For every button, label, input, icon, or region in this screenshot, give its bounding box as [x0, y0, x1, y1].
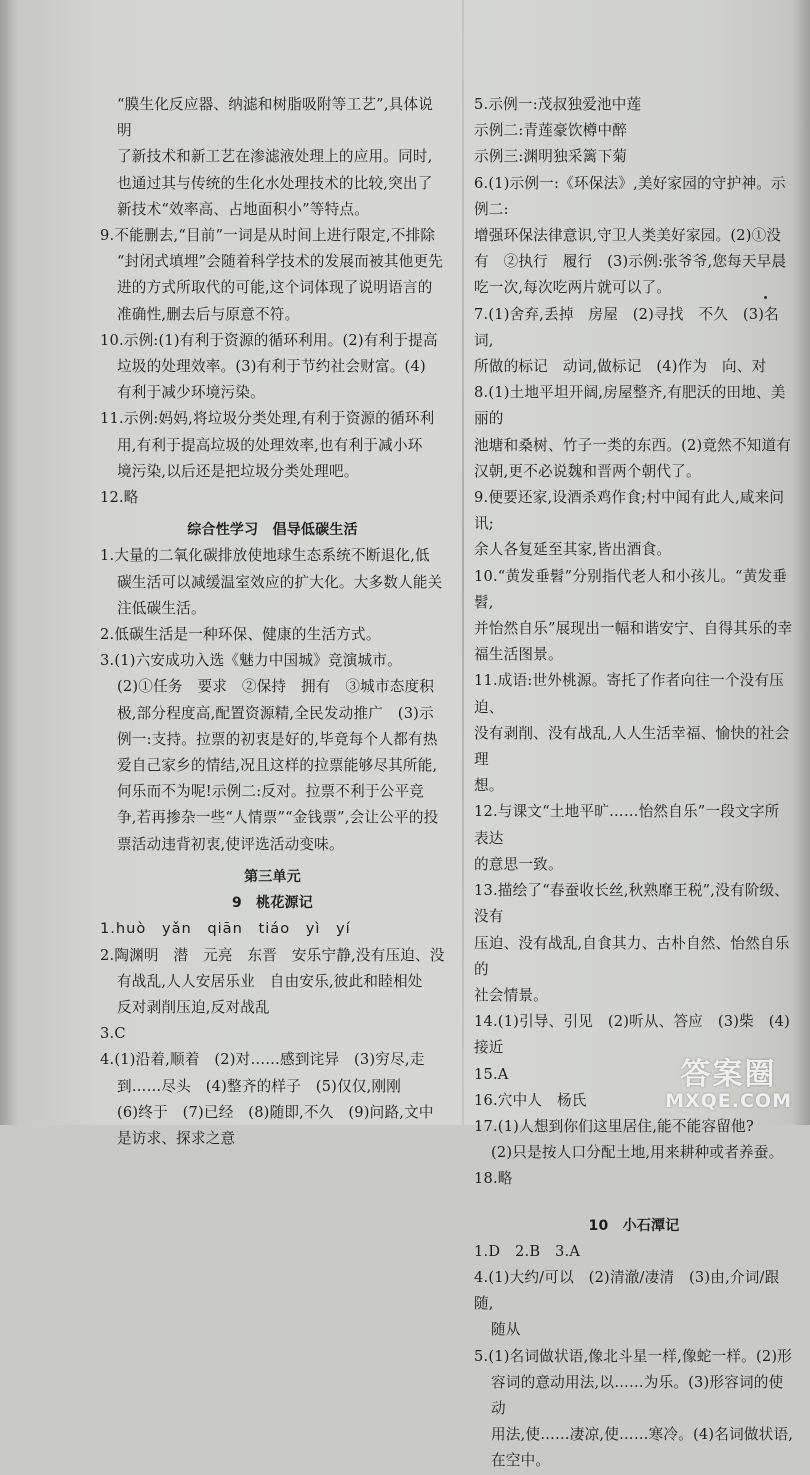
- answer-line: 8.(1)土地平坦开阔,房屋整齐,有肥沃的田地、美丽的: [474, 384, 786, 428]
- answer-line: 是访求、探求之意: [117, 1129, 236, 1147]
- answer-line: 有利于减少环境污染。: [117, 384, 265, 402]
- answer-line: 吃一次,每次吃两片就可以了。: [474, 279, 672, 297]
- answer-line: 没有剥削、没有战乱,人人生活幸福、愉快的社会理: [474, 724, 790, 769]
- answer-line: 汉朝,更不必说魏和晋两个朝代了。: [474, 462, 701, 480]
- answer-line: 社会情景。: [474, 986, 548, 1004]
- watermark-url: MXQE.COM: [665, 1090, 792, 1112]
- answer-line: 9.不能删去,“目前”一词是从时间上进行限定,不排除: [100, 227, 436, 245]
- answer-line: 注低碳生活。: [117, 599, 206, 617]
- answer-line: 有战乱,人人安居乐业 自由安乐,彼此和睦相处: [117, 972, 423, 990]
- answer-line: 的意思一致。: [474, 855, 563, 873]
- answer-line: 到……尽头 (4)整齐的样子 (5)仅仅,刚刚: [117, 1077, 402, 1095]
- answer-line: 13.描绘了“春蚕收长丝,秋熟靡王税”,没有阶级、没有: [474, 882, 790, 926]
- left-column: [100, 92, 445, 1152]
- answer-line: 压迫、没有战乱,自食其力、古朴自然、怡然自乐的: [474, 934, 790, 978]
- answer-line: 16.穴中人 杨氏: [474, 1091, 587, 1109]
- answer-line: 余人各复延至其家,皆出酒食。: [474, 541, 672, 559]
- answer-line: 有 ②执行 履行 (3)示例:张爷爷,您每天早晨: [474, 253, 787, 271]
- answer-line: 争,若再掺杂一些“人情票”“金钱票”,会让公平的投: [117, 809, 439, 827]
- answer-line: 碳生活可以减缓温室效应的扩大化。大多数人能关: [117, 573, 443, 591]
- answer-line: 3.C: [100, 1025, 126, 1043]
- answer-line: 4.(1)沿着,顺着 (2)对……感到诧异 (3)穷尽,走: [100, 1051, 425, 1069]
- answer-line: 池塘和桑树、竹子一类的东西。(2)竟然不知道有: [474, 436, 792, 454]
- answer-line: 福生活图景。: [474, 646, 563, 664]
- lesson-heading-xiaoshitan: 10 小石潭记: [588, 1217, 680, 1234]
- answer-line: 所做的标记 动词,做标记 (4)作为 向、对: [474, 358, 767, 376]
- answer-line: 1.D 2.B 3.A: [474, 1242, 581, 1260]
- answer-line: 票活动违背初衷,使评选活动变味。: [117, 835, 344, 853]
- answer-line: 在空中。: [491, 1452, 551, 1470]
- answer-line: 容词的意动用法,以……为乐。(3)形容词的使动: [491, 1373, 784, 1417]
- answer-line: 用法,使……凄凉,使……寒冷。(4)名词做状语,: [491, 1426, 794, 1444]
- answer-line: 例一:支持。拉票的初衷是好的,毕竟每个人都有热: [117, 730, 438, 748]
- answer-line: 准确性,删去后与原意不符。: [117, 305, 300, 323]
- answer-line: 11.成语:世外桃源。寄托了作者向往一个没有压迫、: [474, 672, 785, 716]
- answer-line: 12.与课文“土地平旷……怡然自乐”一段文字所表达: [474, 803, 780, 847]
- right-answer-block-2: [474, 1239, 794, 1475]
- answer-line: 反对剥削压迫,反对战乱: [117, 998, 270, 1016]
- answer-line: 7.(1)舍弃,丢掉 房屋 (2)寻找 不久 (3)名词,: [474, 305, 779, 349]
- answer-line: 17.(1)人想到你们这里居住,能不能容留他?: [474, 1117, 754, 1135]
- right-column: [474, 92, 794, 1475]
- answer-line: (2)①任务 要求 ②保持 拥有 ③城市态度积: [117, 678, 435, 696]
- page-left-edge-shadow: [0, 0, 18, 1125]
- answer-line: “膜生化反应器、纳滤和树脂吸附等工艺”,具体说明: [117, 96, 434, 140]
- answer-line: 11.示例:妈妈,将垃圾分类处理,有利于资源的循环利: [100, 410, 435, 428]
- answer-line: 14.(1)引导、引见 (2)听从、答应 (3)柴 (4)接近: [474, 1013, 791, 1057]
- answer-line: 极,部分程度高,配置资源精,全民发动推广 (3)示: [117, 704, 434, 722]
- answer-line: 进的方式所取代的可能,这个词体现了说明语言的: [117, 279, 433, 297]
- watermark-title: 答案圈: [680, 1057, 777, 1092]
- right-answer-block-1: [474, 92, 794, 1193]
- answer-line: 示例三:渊明独采篱下菊: [474, 148, 628, 166]
- answer-line: 12.略: [100, 489, 139, 507]
- answer-line: 并怡然自乐”展现出一幅和谐安宁、自得其乐的幸: [474, 620, 793, 638]
- answer-line: 10.“黄发垂髫”分别指代老人和小孩儿。“黄发垂髫,: [474, 567, 788, 611]
- answer-line: (6)终于 (7)已经 (8)随即,不久 (9)问路,文中: [117, 1103, 434, 1121]
- answer-line: 爱自己家乡的情结,况且这样的拉票能够尽其所能,: [117, 757, 438, 775]
- answer-line: “封闭式填埋”会随着科学技术的发展而被其他更先: [117, 253, 443, 271]
- answer-line: 6.(1)示例一:《环保法》,美好家园的守护神。示例二:: [474, 174, 786, 218]
- answer-line: 随从: [491, 1321, 521, 1339]
- answer-line: 10.示例:(1)有利于资源的循环利用。(2)有利于提高: [100, 331, 438, 349]
- answer-line: 18.略: [474, 1170, 513, 1188]
- lesson-heading-taohuayuan: 9 桃花源记: [232, 895, 313, 912]
- answer-line: 1.huò yǎn qiān tiáo yì yí: [100, 920, 351, 938]
- watermark-logo: [665, 1059, 792, 1111]
- answer-line: 示例二:青莲豪饮樽中醉: [474, 122, 628, 140]
- answer-line: 增强环保法律意识,守卫人类美好家园。(2)①没: [474, 227, 782, 245]
- answer-line: 垃圾的处理效率。(3)有利于节约社会财富。(4): [117, 358, 426, 376]
- answer-line: 2.陶渊明 潜 元亮 东晋 安乐宁静,没有压迫、没: [100, 946, 445, 964]
- page-right-edge-shadow: [792, 0, 810, 1125]
- ink-speck: [764, 296, 767, 299]
- answer-line: 2.低碳生活是一种环保、健康的生活方式。: [100, 626, 381, 644]
- answer-line: 何乐而不为呢!示例二:反对。拉票不利于公平竞: [117, 783, 425, 801]
- left-answer-block-2: [100, 543, 445, 857]
- section-heading-low-carbon: 综合性学习 倡导低碳生活: [187, 522, 358, 539]
- page-fold-line: [462, 0, 464, 1125]
- answer-line: 5.(1)名词做状语,像北斗星一样,像蛇一样。(2)形: [474, 1347, 793, 1365]
- answer-line: 了新技术和新工艺在渗滤液处理上的应用。同时,: [117, 148, 433, 166]
- answer-line: 4.(1)大约/可以 (2)清澈/凄清 (3)由,介词/跟随,: [474, 1268, 780, 1313]
- answer-line: 15.A: [474, 1065, 509, 1083]
- answer-line: 用,有利于提高垃圾的处理效率,也有利于减小环: [117, 436, 423, 454]
- answer-line: 境污染,以后还是把垃圾分类处理吧。: [117, 462, 359, 480]
- answer-line: (2)只是按人口分配土地,用来耕种或者养蚕。: [491, 1144, 784, 1162]
- left-answer-block-1: [100, 92, 445, 511]
- answer-line: 3.(1)六安成功入选《魅力中国城》竞演城市。: [100, 652, 402, 670]
- answer-line: 9.便要还家,设酒杀鸡作食;村中闻有此人,咸来问讯;: [474, 489, 785, 533]
- unit-heading: 第三单元: [244, 868, 301, 885]
- answer-line: 5.示例一:茂叔独爱池中莲: [474, 96, 642, 113]
- answer-line: 新技术“效率高、占地面积小”等特点。: [117, 200, 370, 218]
- answer-line: 也通过其与传统的生化水处理技术的比较,突出了: [117, 174, 433, 192]
- answer-line: 1.大量的二氧化碳排放使地球生态系统不断退化,低: [100, 547, 430, 565]
- answer-line: 想。: [474, 777, 504, 795]
- left-answer-block-3: [100, 916, 445, 1152]
